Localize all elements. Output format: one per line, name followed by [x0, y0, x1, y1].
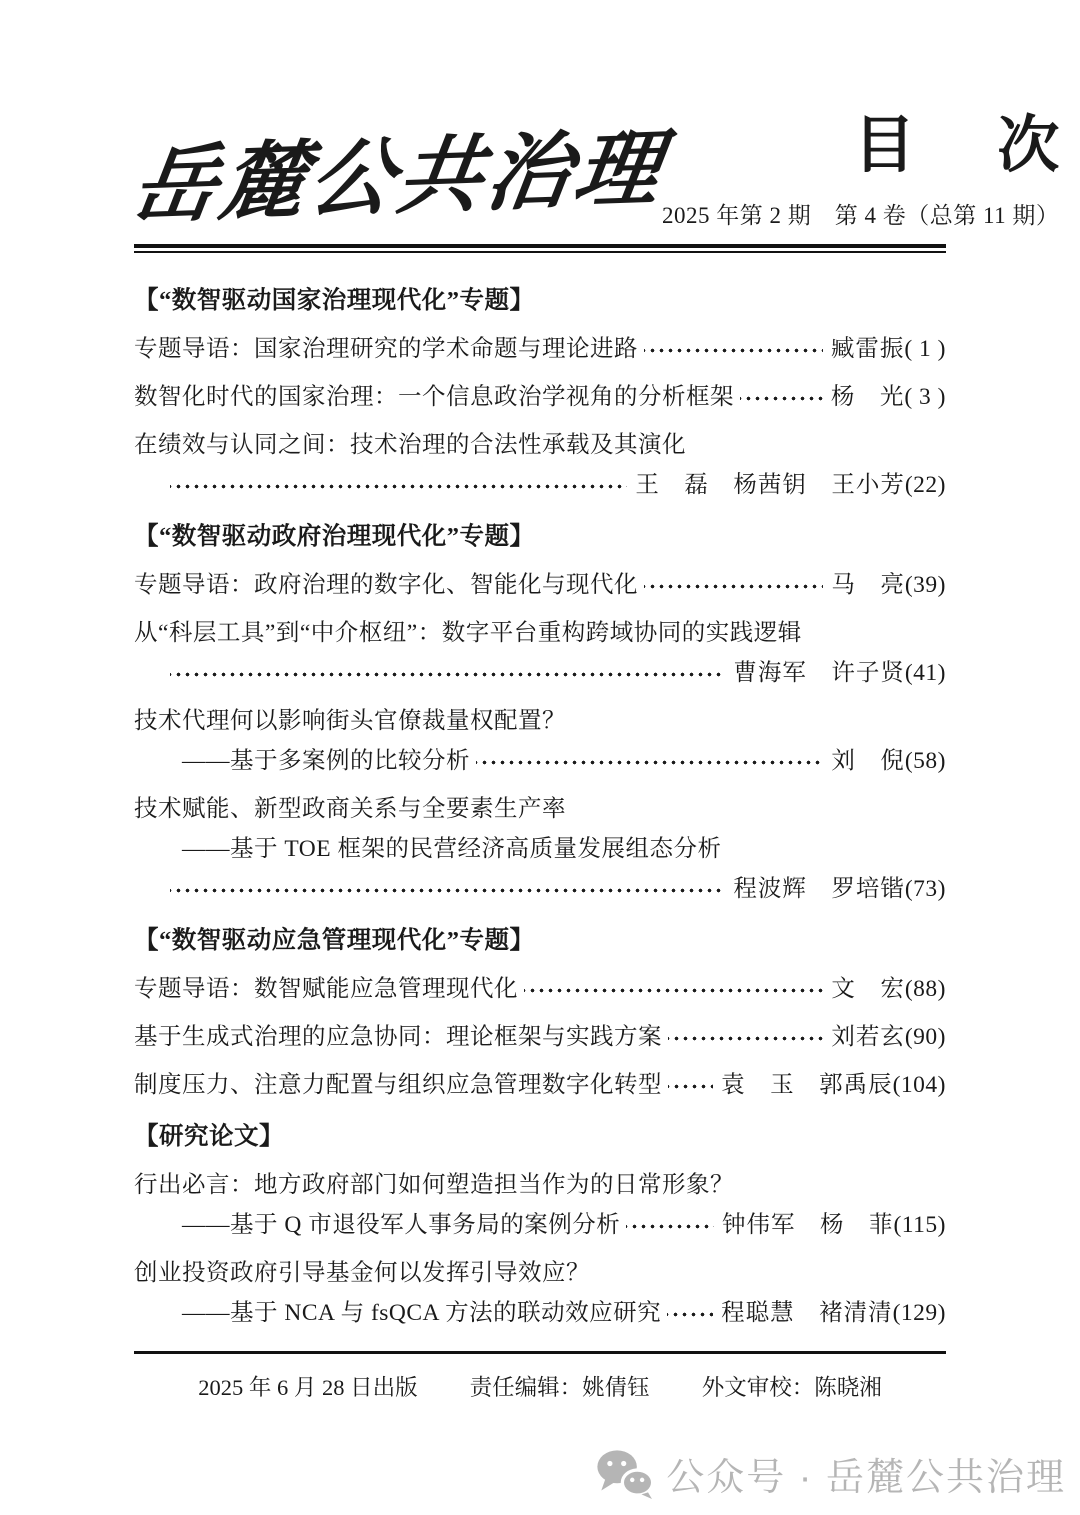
toc-line [134, 701, 946, 741]
article-subtitle: ——基于多案例的比较分析 [182, 748, 470, 774]
toc-title: 目 次 [853, 112, 1070, 180]
toc-line [134, 565, 946, 605]
toc-line [134, 1017, 946, 1057]
page-number: (88) [904, 976, 946, 1002]
header-right [662, 112, 1070, 230]
toc-line-subtitle [134, 1205, 946, 1245]
article-title: 技术赋能、新型政商关系与全要素生产率 [134, 796, 566, 822]
page-number: (90) [904, 1024, 946, 1050]
article-title: 从“科层工具”到“中介枢纽”：数字平台重构跨域协同的实践逻辑 [134, 620, 802, 646]
toc-entry [134, 701, 946, 781]
article-title: 数智化时代的国家治理：一个信息政治学视角的分析框架 [134, 384, 734, 410]
article-authors: 程波辉 罗培锴 [733, 876, 905, 902]
section-header: 【“数智驱动政府治理现代化”专题】 [134, 523, 535, 550]
article-title: 专题导语：数智赋能应急管理现代化 [134, 976, 518, 1002]
dot-leader [626, 1205, 714, 1245]
toc-line-subtitle [134, 829, 946, 869]
article-subtitle: ——基于 Q 市退役军人事务局的案例分析 [182, 1212, 621, 1238]
page-number: (39) [904, 572, 946, 598]
page-number: (22) [904, 472, 946, 498]
article-title: 制度压力、注意力配置与组织应急管理数字化转型 [134, 1072, 662, 1098]
article-title: 行出必言：地方政府部门如何塑造担当作为的日常形象？ [134, 1172, 734, 1198]
page-number: ( 3 ) [904, 384, 946, 410]
dot-leader [667, 1293, 713, 1333]
toc-entry [134, 565, 946, 605]
dot-leader [476, 741, 823, 781]
dot-leader [668, 1065, 713, 1105]
dot-leader [524, 969, 823, 1009]
section-header: 【研究论文】 [134, 1123, 284, 1150]
toc-line-continuation [134, 465, 946, 505]
toc-entry [134, 377, 946, 417]
toc-line [134, 613, 946, 653]
article-subtitle: ——基于 NCA 与 fsQCA 方法的联动效应研究 [182, 1300, 662, 1326]
section-header: 【“数智驱动国家治理现代化”专题】 [134, 287, 535, 314]
toc-line-continuation [134, 869, 946, 909]
watermark-label: 公众号 · 岳麓公共治理 [666, 1457, 1066, 1499]
toc-line [134, 425, 946, 465]
section-header: 【“数智驱动应急管理现代化”专题】 [134, 927, 535, 954]
article-authors: 刘若玄 [831, 1024, 905, 1050]
toc-entry [134, 1017, 946, 1057]
dot-leader [170, 653, 725, 693]
page-number: (129) [892, 1300, 946, 1326]
article-authors: 曹海军 许子贤 [733, 660, 905, 686]
foreign-language-proofreader: 外文审校：陈晓湘 [701, 1375, 882, 1400]
toc-line [134, 377, 946, 417]
dot-leader [644, 329, 823, 369]
toc-line [134, 789, 946, 829]
article-authors: 王 磊 杨茜钥 王小芳 [635, 472, 905, 498]
toc-entry [134, 969, 946, 1009]
article-authors: 钟伟军 杨 菲 [721, 1212, 894, 1238]
page-number: (73) [904, 876, 946, 902]
article-subtitle: ——基于 TOE 框架的民营经济高质量发展组态分析 [182, 836, 722, 862]
toc-line [134, 1253, 946, 1293]
issue-info: 2025 年第 2 期 第 4 卷（总第 11 期） [662, 203, 1060, 229]
article-title: 技术代理何以影响街头官僚裁量权配置？ [134, 708, 566, 734]
page-number: ( 1 ) [904, 336, 946, 362]
page-number: (41) [904, 660, 946, 686]
toc-line-continuation [134, 653, 946, 693]
toc-entry [134, 1065, 946, 1105]
publish-date: 2025 年 6 月 28 日出版 [198, 1375, 418, 1400]
article-title: 创业投资政府引导基金何以发挥引导效应？ [134, 1260, 590, 1286]
article-authors: 臧雷振 [830, 336, 905, 362]
article-authors: 杨 光 [830, 384, 905, 410]
article-authors: 刘 倪 [831, 748, 905, 774]
journal-logo-calligraphy: 岳麓公共治理 [125, 122, 671, 235]
article-authors: 程聪慧 褚清清 [721, 1300, 893, 1326]
toc-entry [134, 329, 946, 369]
page-header [125, 0, 1070, 235]
toc-line-subtitle [134, 741, 946, 781]
dot-leader [740, 377, 823, 417]
article-title: 在绩效与认同之间：技术治理的合法性承载及其演化 [134, 432, 686, 458]
article-title: 专题导语：国家治理研究的学术命题与理论进路 [134, 336, 638, 362]
page-number: (58) [904, 748, 946, 774]
page-number: (115) [893, 1212, 946, 1238]
footer-rule [134, 1351, 946, 1354]
dot-leader [668, 1017, 823, 1057]
dot-leader [170, 465, 627, 505]
toc-line [134, 329, 946, 369]
header-double-rule [134, 244, 946, 253]
page-number: (104) [892, 1072, 946, 1098]
toc-line [134, 1165, 946, 1205]
toc-body [134, 281, 946, 1333]
toc-entry [134, 789, 946, 909]
dot-leader [644, 565, 823, 605]
wechat-watermark [596, 1446, 1066, 1501]
article-title: 基于生成式治理的应急协同：理论框架与实践方案 [134, 1024, 662, 1050]
footer [134, 1370, 946, 1402]
responsible-editor: 责任编辑：姚倩钰 [469, 1375, 650, 1400]
toc-entry [134, 1165, 946, 1245]
article-authors: 马 亮 [831, 572, 905, 598]
article-authors: 袁 玉 郭禹辰 [721, 1072, 893, 1098]
toc-line [134, 1065, 946, 1105]
article-title: 专题导语：政府治理的数字化、智能化与现代化 [134, 572, 638, 598]
toc-entry [134, 425, 946, 505]
toc-line [134, 969, 946, 1009]
toc-line-subtitle [134, 1293, 946, 1333]
toc-entry [134, 613, 946, 693]
wechat-icon [596, 1449, 654, 1499]
toc-entry [134, 1253, 946, 1333]
article-authors: 文 宏 [831, 976, 905, 1002]
dot-leader [170, 869, 725, 909]
